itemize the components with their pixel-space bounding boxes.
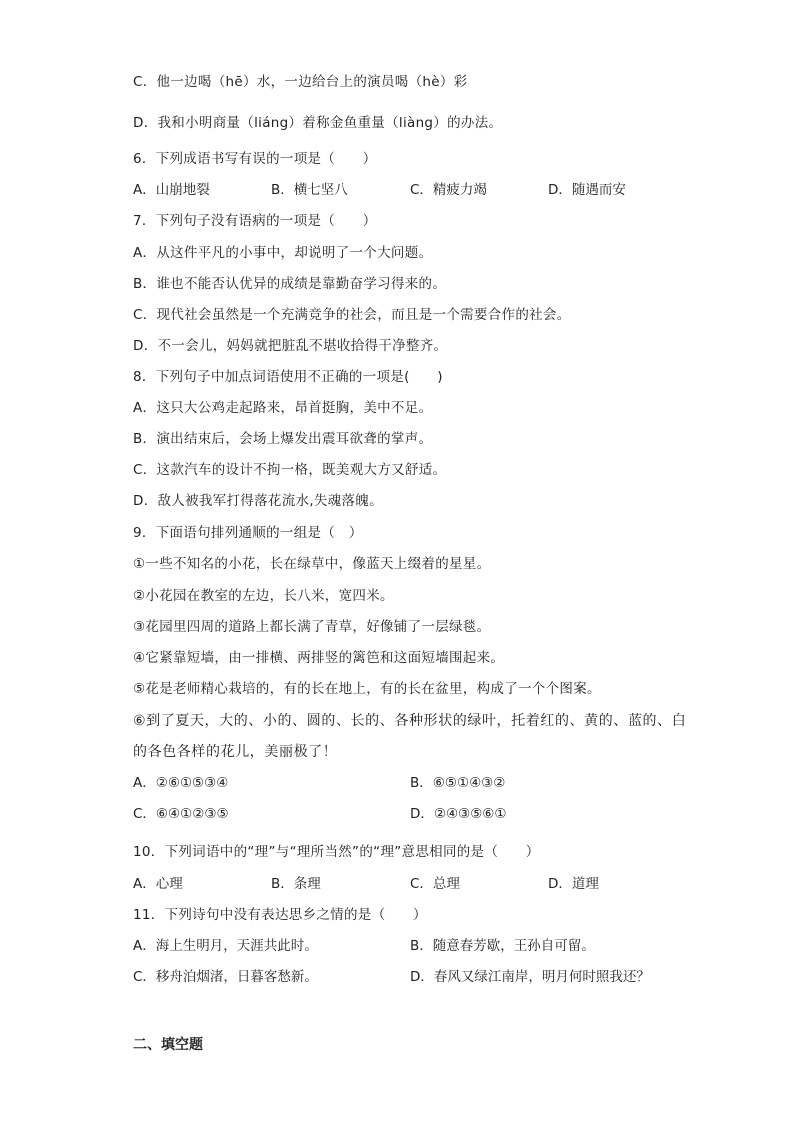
q9-sentence-4: ④它紧靠短墙，由一排横、两排竖的篱笆和这面短墙围起来。 xyxy=(133,650,505,666)
q10-option-c: C．总理 xyxy=(410,876,460,892)
q9-stem: 9．下面语句排列通顺的一组是（ ） xyxy=(133,525,363,541)
section-heading-fill-in: 二、填空题 xyxy=(133,1037,203,1053)
q6-option-d: D．随遇而安 xyxy=(548,182,626,198)
q9-sentence-5: ⑤花是老师精心栽培的，有的长在地上，有的长在盆里，构成了一个个图案。 xyxy=(133,681,601,697)
q9-option-a: A．②⑥①⑤③④ xyxy=(133,775,229,791)
q10-option-d: D．道理 xyxy=(548,876,599,892)
q9-option-c: C．⑥④①②③⑤ xyxy=(133,806,229,822)
q11-option-c: C．移舟泊烟渚，日暮客愁新。 xyxy=(133,969,318,985)
q10-stem: 10．下列词语中的“理”与“理所当然”的“理”意思相同的是（ ） xyxy=(133,844,540,860)
q9-option-b: B．⑥⑤①④③② xyxy=(410,775,506,791)
q8-option-a: A．这只大公鸡走起路来，昂首挺胸，美中不足。 xyxy=(133,400,433,416)
q10-option-a: A．心理 xyxy=(133,876,183,892)
q5-option-c: C．他一边喝（hē）水，一边给台上的演员喝（hè）彩 xyxy=(133,74,468,90)
q6-option-b: B．横七坚八 xyxy=(271,182,348,198)
q7-option-b: B．谁也不能否认优异的成绩是靠勤奋学习得来的。 xyxy=(133,276,447,292)
q7-option-c: C．现代社会虽然是一个充满竞争的社会，而且是一个需要合作的社会。 xyxy=(133,307,571,323)
q10-option-b: B．条理 xyxy=(271,876,321,892)
q9-sentence-1: ①一些不知名的小花，长在绿草中，像蓝天上缀着的星星。 xyxy=(133,556,491,572)
q8-option-d: D．敌人被我军打得落花流水,失魂落魄。 xyxy=(133,493,383,509)
q9-sentence-6-cont: 的各色各样的花儿，美丽极了！ xyxy=(133,744,338,760)
q11-option-a: A．海上生明月，天涯共此时。 xyxy=(133,938,318,954)
q6-option-a: A．山崩地裂 xyxy=(133,182,210,198)
q7-option-d: D．不一会儿，妈妈就把脏乱不堪收拾得干净整齐。 xyxy=(133,338,448,354)
q11-option-b: B．随意春芳歇，王孙自可留。 xyxy=(410,938,595,954)
q11-stem: 11．下列诗句中没有表达思乡之情的是（ ） xyxy=(133,907,427,923)
q11-option-d: D．春风又绿江南岸，明月何时照我还？ xyxy=(410,969,650,985)
q9-option-d: D．②④③⑤⑥① xyxy=(410,806,507,822)
q8-option-b: B．演出结束后，会场上爆发出震耳欲聋的掌声。 xyxy=(133,431,433,447)
q7-stem: 7．下列句子没有语病的一项是（ ） xyxy=(133,213,377,229)
q9-sentence-3: ③花园里四周的道路上都长满了青草，好像铺了一层绿毯。 xyxy=(133,619,491,635)
q6-stem: 6．下列成语书写有误的一项是（ ） xyxy=(133,151,377,167)
q8-option-c: C．这款汽车的设计不拘一格，既美观大方又舒适。 xyxy=(133,462,447,478)
q7-option-a: A．从这件平凡的小事中，却说明了一个大问题。 xyxy=(133,245,433,261)
q8-stem: 8．下列句子中加点词语使用不正确的一项是( ) xyxy=(133,369,443,385)
q6-option-c: C．精疲力竭 xyxy=(410,182,487,198)
q9-sentence-6: ⑥到了夏天，大的、小的、圆的、长的、各种形状的绿叶，托着红的、黄的、蓝的、白 xyxy=(133,713,687,729)
q5-option-d: D．我和小明商量（liáng）着称金鱼重量（liàng）的办法。 xyxy=(133,115,503,131)
q9-sentence-2: ②小花园在教室的左边，长八米，宽四米。 xyxy=(133,588,394,604)
